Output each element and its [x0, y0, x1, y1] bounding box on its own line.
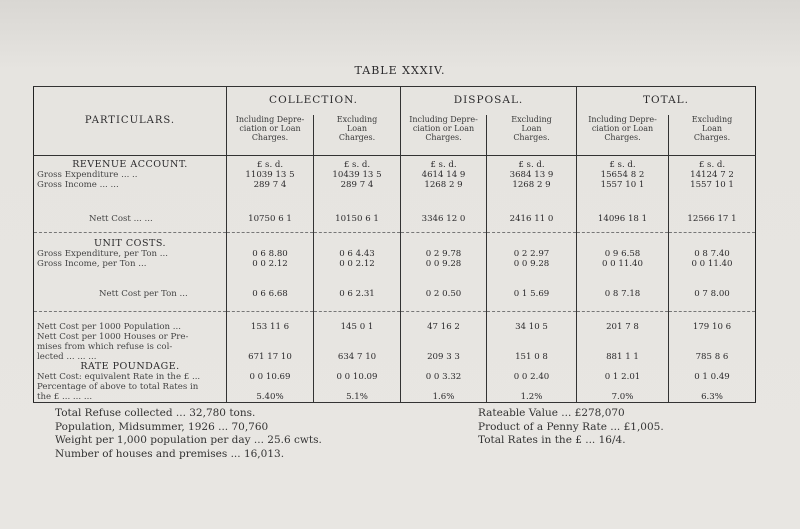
table-row: [34, 372, 756, 382]
table-row: [34, 382, 756, 403]
empty-cell: [577, 362, 669, 372]
table-row: [34, 233, 756, 250]
row-label: Gross Income, per Ton ...: [34, 259, 227, 269]
value-cell: 0 1 5.69: [487, 269, 577, 312]
value-cell: 785 8 6: [669, 332, 756, 362]
value-cell: 0 0 9.28: [487, 259, 577, 269]
currency-cell: £ s. d.: [314, 156, 401, 171]
sub-total-excl: [669, 115, 756, 156]
value-cell: 2416 11 0: [487, 190, 577, 233]
group-total: TOTAL.: [577, 87, 756, 116]
value-cell: 6.3%: [669, 382, 756, 403]
sub-line: Charges.: [693, 133, 731, 142]
currency-cell: £ s. d.: [401, 156, 487, 171]
value-cell: 4614 14 9: [401, 170, 487, 180]
row-label-line: Nett Cost per 1000 Houses or Pre-: [37, 332, 189, 342]
table-row: [34, 170, 756, 180]
sub-line: Excluding: [511, 115, 552, 124]
value-cell: 1268 2 9: [487, 180, 577, 190]
value-cell: 671 17 10: [227, 332, 314, 362]
currency-cell: £ s. d.: [227, 156, 314, 171]
sub-line: Including Depre-: [235, 115, 305, 124]
value-cell: 0 0 9.28: [401, 259, 487, 269]
empty-cell: [314, 362, 401, 372]
value-cell: 0 6 4.43: [314, 249, 401, 259]
value-cell: 0 6 8.80: [227, 249, 314, 259]
value-cell: 1557 10 1: [577, 180, 669, 190]
row-label: Gross Income ... ...: [34, 180, 227, 190]
footer-line: Total Rates in the £ ... 16/4.: [478, 434, 626, 446]
value-cell: 3346 12 0: [401, 190, 487, 233]
value-cell: 634 7 10: [314, 332, 401, 362]
value-cell: 1.6%: [401, 382, 487, 403]
value-cell: 14096 18 1: [577, 190, 669, 233]
empty-cell: [227, 362, 314, 372]
footer-line: Population, Midsummer, 1926 ... 70,760: [55, 420, 269, 433]
footer-line: Total Refuse collected ... 32,780 tons.: [55, 407, 256, 419]
section-unit-costs: UNIT COSTS.: [34, 233, 227, 250]
footer-line: Number of houses and premises ... 16,013.: [55, 447, 285, 460]
sub-line: ciation or Loan: [239, 124, 301, 133]
value-cell: 0 0 2.40: [487, 372, 577, 382]
empty-cell: [401, 233, 487, 250]
value-cell: 12566 17 1: [669, 190, 756, 233]
row-label-line: the £ ... ... ...: [37, 392, 93, 402]
sub-line: Charges.: [513, 133, 550, 142]
group-collection: COLLECTION.: [227, 87, 401, 116]
value-cell: 5.1%: [314, 382, 401, 403]
empty-cell: [487, 362, 577, 372]
sub-line: Loan: [346, 124, 368, 133]
value-cell: 0 2 9.78: [401, 249, 487, 259]
sub-total-incl: [577, 115, 669, 156]
row-label: Nett Cost per 1000 Population ...: [34, 312, 227, 333]
value-cell: 0 0 11.40: [669, 259, 756, 269]
table-row: [34, 332, 756, 362]
table-row: [34, 259, 756, 269]
sub-line: Including Depre-: [588, 115, 657, 124]
value-cell: 0 2 2.97: [487, 249, 577, 259]
value-cell: 5.40%: [227, 382, 314, 403]
currency-cell: £ s. d.: [577, 156, 669, 171]
sub-line: ciation or Loan: [591, 124, 654, 133]
value-cell: 881 1 1: [577, 332, 669, 362]
value-cell: 34 10 5: [487, 312, 577, 333]
sub-line: Loan: [701, 124, 723, 133]
value-cell: 47 16 2: [401, 312, 487, 333]
row-label: Nett Cost ... ...: [34, 190, 227, 233]
currency-cell: £ s. d.: [669, 156, 756, 171]
sub-line: Charges.: [425, 133, 462, 142]
empty-cell: [227, 233, 314, 250]
sub-line: Charges.: [338, 133, 376, 142]
table-row: [34, 362, 756, 372]
value-cell: 0 0 2.12: [227, 259, 314, 269]
footer-line: Rateable Value ... £278,070: [478, 407, 625, 419]
empty-cell: [669, 233, 756, 250]
empty-cell: [487, 233, 577, 250]
row-label-line: lected ... ... ...: [37, 352, 97, 362]
value-cell: 10150 6 1: [314, 190, 401, 233]
table-row: [34, 156, 756, 171]
value-cell: 3684 13 9: [487, 170, 577, 180]
value-cell: 7.0%: [577, 382, 669, 403]
value-cell: 10439 13 5: [314, 170, 401, 180]
currency-cell: £ s. d.: [487, 156, 577, 171]
value-cell: 1.2%: [487, 382, 577, 403]
value-cell: 15654 8 2: [577, 170, 669, 180]
sub-collection-excl: [314, 115, 401, 156]
sub-line: Including Depre-: [409, 115, 478, 124]
sub-disposal-excl: [487, 115, 577, 156]
table-row: [34, 269, 756, 312]
sub-line: Loan: [521, 124, 542, 133]
value-cell: 10750 6 1: [227, 190, 314, 233]
value-cell: 0 1 2.01: [577, 372, 669, 382]
value-cell: 179 10 6: [669, 312, 756, 333]
value-cell: 0 1 0.49: [669, 372, 756, 382]
row-label-line: Percentage of above to total Rates in: [37, 382, 199, 392]
group-disposal: DISPOSAL.: [401, 87, 577, 116]
table-row: [34, 190, 756, 233]
row-label: Gross Expenditure, per Ton ...: [34, 249, 227, 259]
value-cell: 0 8 7.18: [577, 269, 669, 312]
footer-line: Weight per 1,000 population per day ... 25.6 cwts.: [55, 434, 322, 446]
value-cell: 14124 7 2: [669, 170, 756, 180]
section-rate-poundage: RATE POUNDAGE.: [34, 362, 227, 372]
value-cell: 0 0 11.40: [577, 259, 669, 269]
table-row: [34, 249, 756, 259]
value-cell: 0 8 7.40: [669, 249, 756, 259]
cost-table: [33, 86, 756, 403]
row-label-line: mises from which refuse is col-: [37, 342, 173, 352]
value-cell: 151 0 8: [487, 332, 577, 362]
row-label: [34, 332, 227, 362]
sub-line: Excluding: [691, 115, 733, 124]
value-cell: 209 3 3: [401, 332, 487, 362]
sub-line: Charges.: [251, 133, 289, 142]
value-cell: 11039 13 5: [227, 170, 314, 180]
value-cell: 289 7 4: [227, 180, 314, 190]
sub-disposal-incl: [401, 115, 487, 156]
value-cell: 0 6 6.68: [227, 269, 314, 312]
empty-cell: [314, 233, 401, 250]
table-row: [34, 312, 756, 333]
value-cell: 0 0 3.32: [401, 372, 487, 382]
value-cell: 0 0 10.69: [227, 372, 314, 382]
row-label: Gross Expenditure ... ..: [34, 170, 227, 180]
sub-line: Excluding: [336, 115, 378, 124]
footer-right: [478, 407, 758, 448]
value-cell: 0 6 2.31: [314, 269, 401, 312]
sub-line: ciation or Loan: [412, 124, 475, 133]
value-cell: 1268 2 9: [401, 180, 487, 190]
sub-collection-incl: [227, 115, 314, 156]
value-cell: 289 7 4: [314, 180, 401, 190]
value-cell: 0 7 8.00: [669, 269, 756, 312]
particulars-header: PARTICULARS.: [34, 87, 227, 156]
value-cell: 0 0 2.12: [314, 259, 401, 269]
value-cell: 153 11 6: [227, 312, 314, 333]
table-row: [34, 180, 756, 190]
header-row-groups: [34, 87, 756, 116]
row-label: [34, 382, 227, 403]
sub-line: Charges.: [604, 133, 641, 142]
row-label: Nett Cost per Ton ...: [34, 269, 227, 312]
footer-line: Product of a Penny Rate ... £1,005.: [478, 420, 664, 433]
empty-cell: [577, 233, 669, 250]
value-cell: 201 7 8: [577, 312, 669, 333]
value-cell: 1557 10 1: [669, 180, 756, 190]
value-cell: 145 0 1: [314, 312, 401, 333]
section-revenue: REVENUE ACCOUNT.: [34, 156, 227, 171]
value-cell: 0 0 10.09: [314, 372, 401, 382]
footer-left: [55, 407, 435, 461]
empty-cell: [401, 362, 487, 372]
table-title: TABLE XXXIV.: [354, 64, 446, 77]
value-cell: 0 9 6.58: [577, 249, 669, 259]
empty-cell: [669, 362, 756, 372]
value-cell: 0 2 0.50: [401, 269, 487, 312]
row-label: Nett Cost: equivalent Rate in the £ ...: [34, 372, 227, 382]
